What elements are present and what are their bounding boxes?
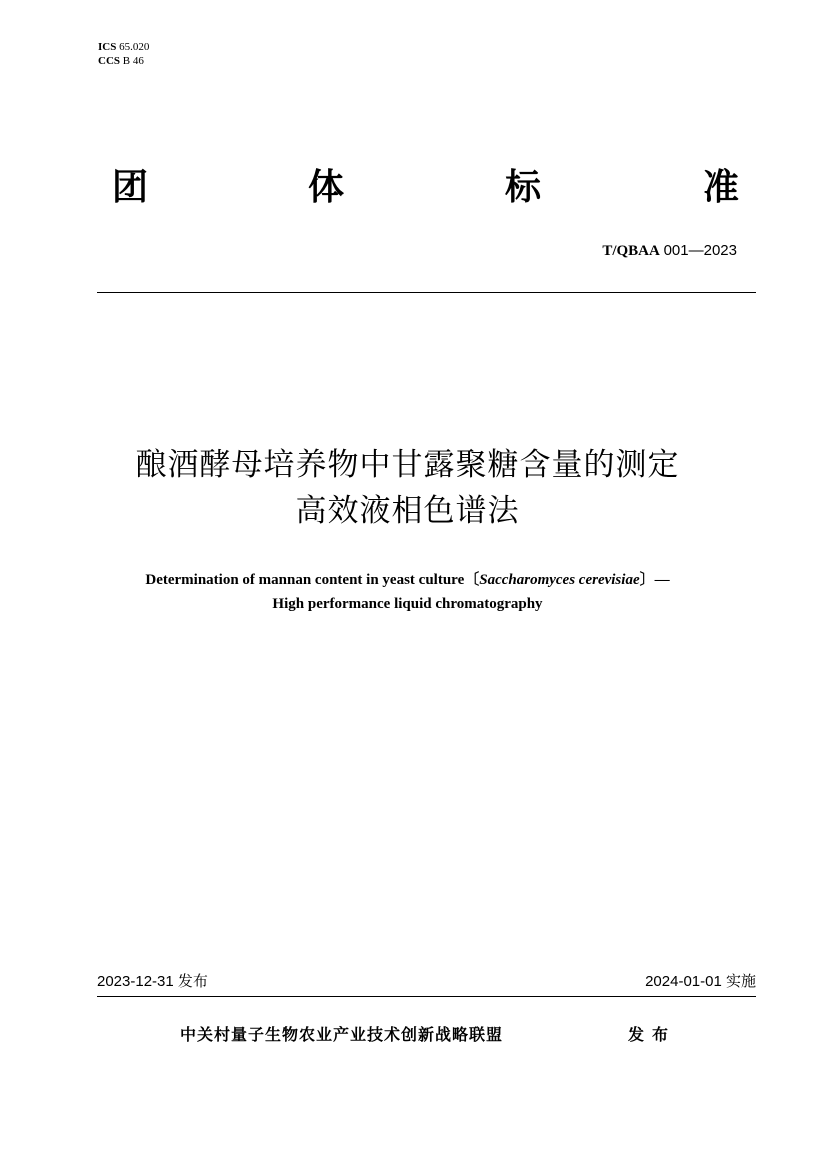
english-title-line2: High performance liquid chromatography — [272, 596, 543, 612]
chinese-title-line2: 高效液相色谱法 — [295, 493, 520, 529]
header-divider — [97, 292, 756, 293]
issuing-organization: 中关村量子生物农业产业技术创新战略联盟 — [180, 1025, 504, 1044]
ccs-code: CCS B 46 — [98, 55, 144, 67]
chinese-title — [0, 442, 815, 534]
doc-type-char: 准 — [703, 167, 740, 208]
species-name: Saccharomyces cerevisiae — [479, 572, 640, 588]
footer-divider — [97, 996, 756, 997]
publish-date: 2023-12-31 发布 — [97, 973, 208, 990]
doc-type-char: 体 — [308, 167, 345, 208]
english-title — [0, 568, 815, 616]
implement-date: 2024-01-01 实施 — [645, 973, 756, 990]
chinese-title-line1: 酿酒酵母培养物中甘露聚糖含量的测定 — [135, 447, 680, 483]
ics-code: ICS 65.020 — [98, 41, 150, 53]
classification-codes — [98, 40, 149, 68]
standard-number: T/QBAA 001—2023 — [602, 242, 737, 259]
doc-type-char: 标 — [505, 167, 542, 208]
publish-label: 发布 — [628, 1025, 677, 1044]
english-title-line1: Determination of mannan content in yeast culture〔Saccharomyces cerevisiae〕— — [145, 572, 670, 588]
document-type — [0, 160, 815, 220]
doc-type-char: 团 — [112, 167, 149, 208]
